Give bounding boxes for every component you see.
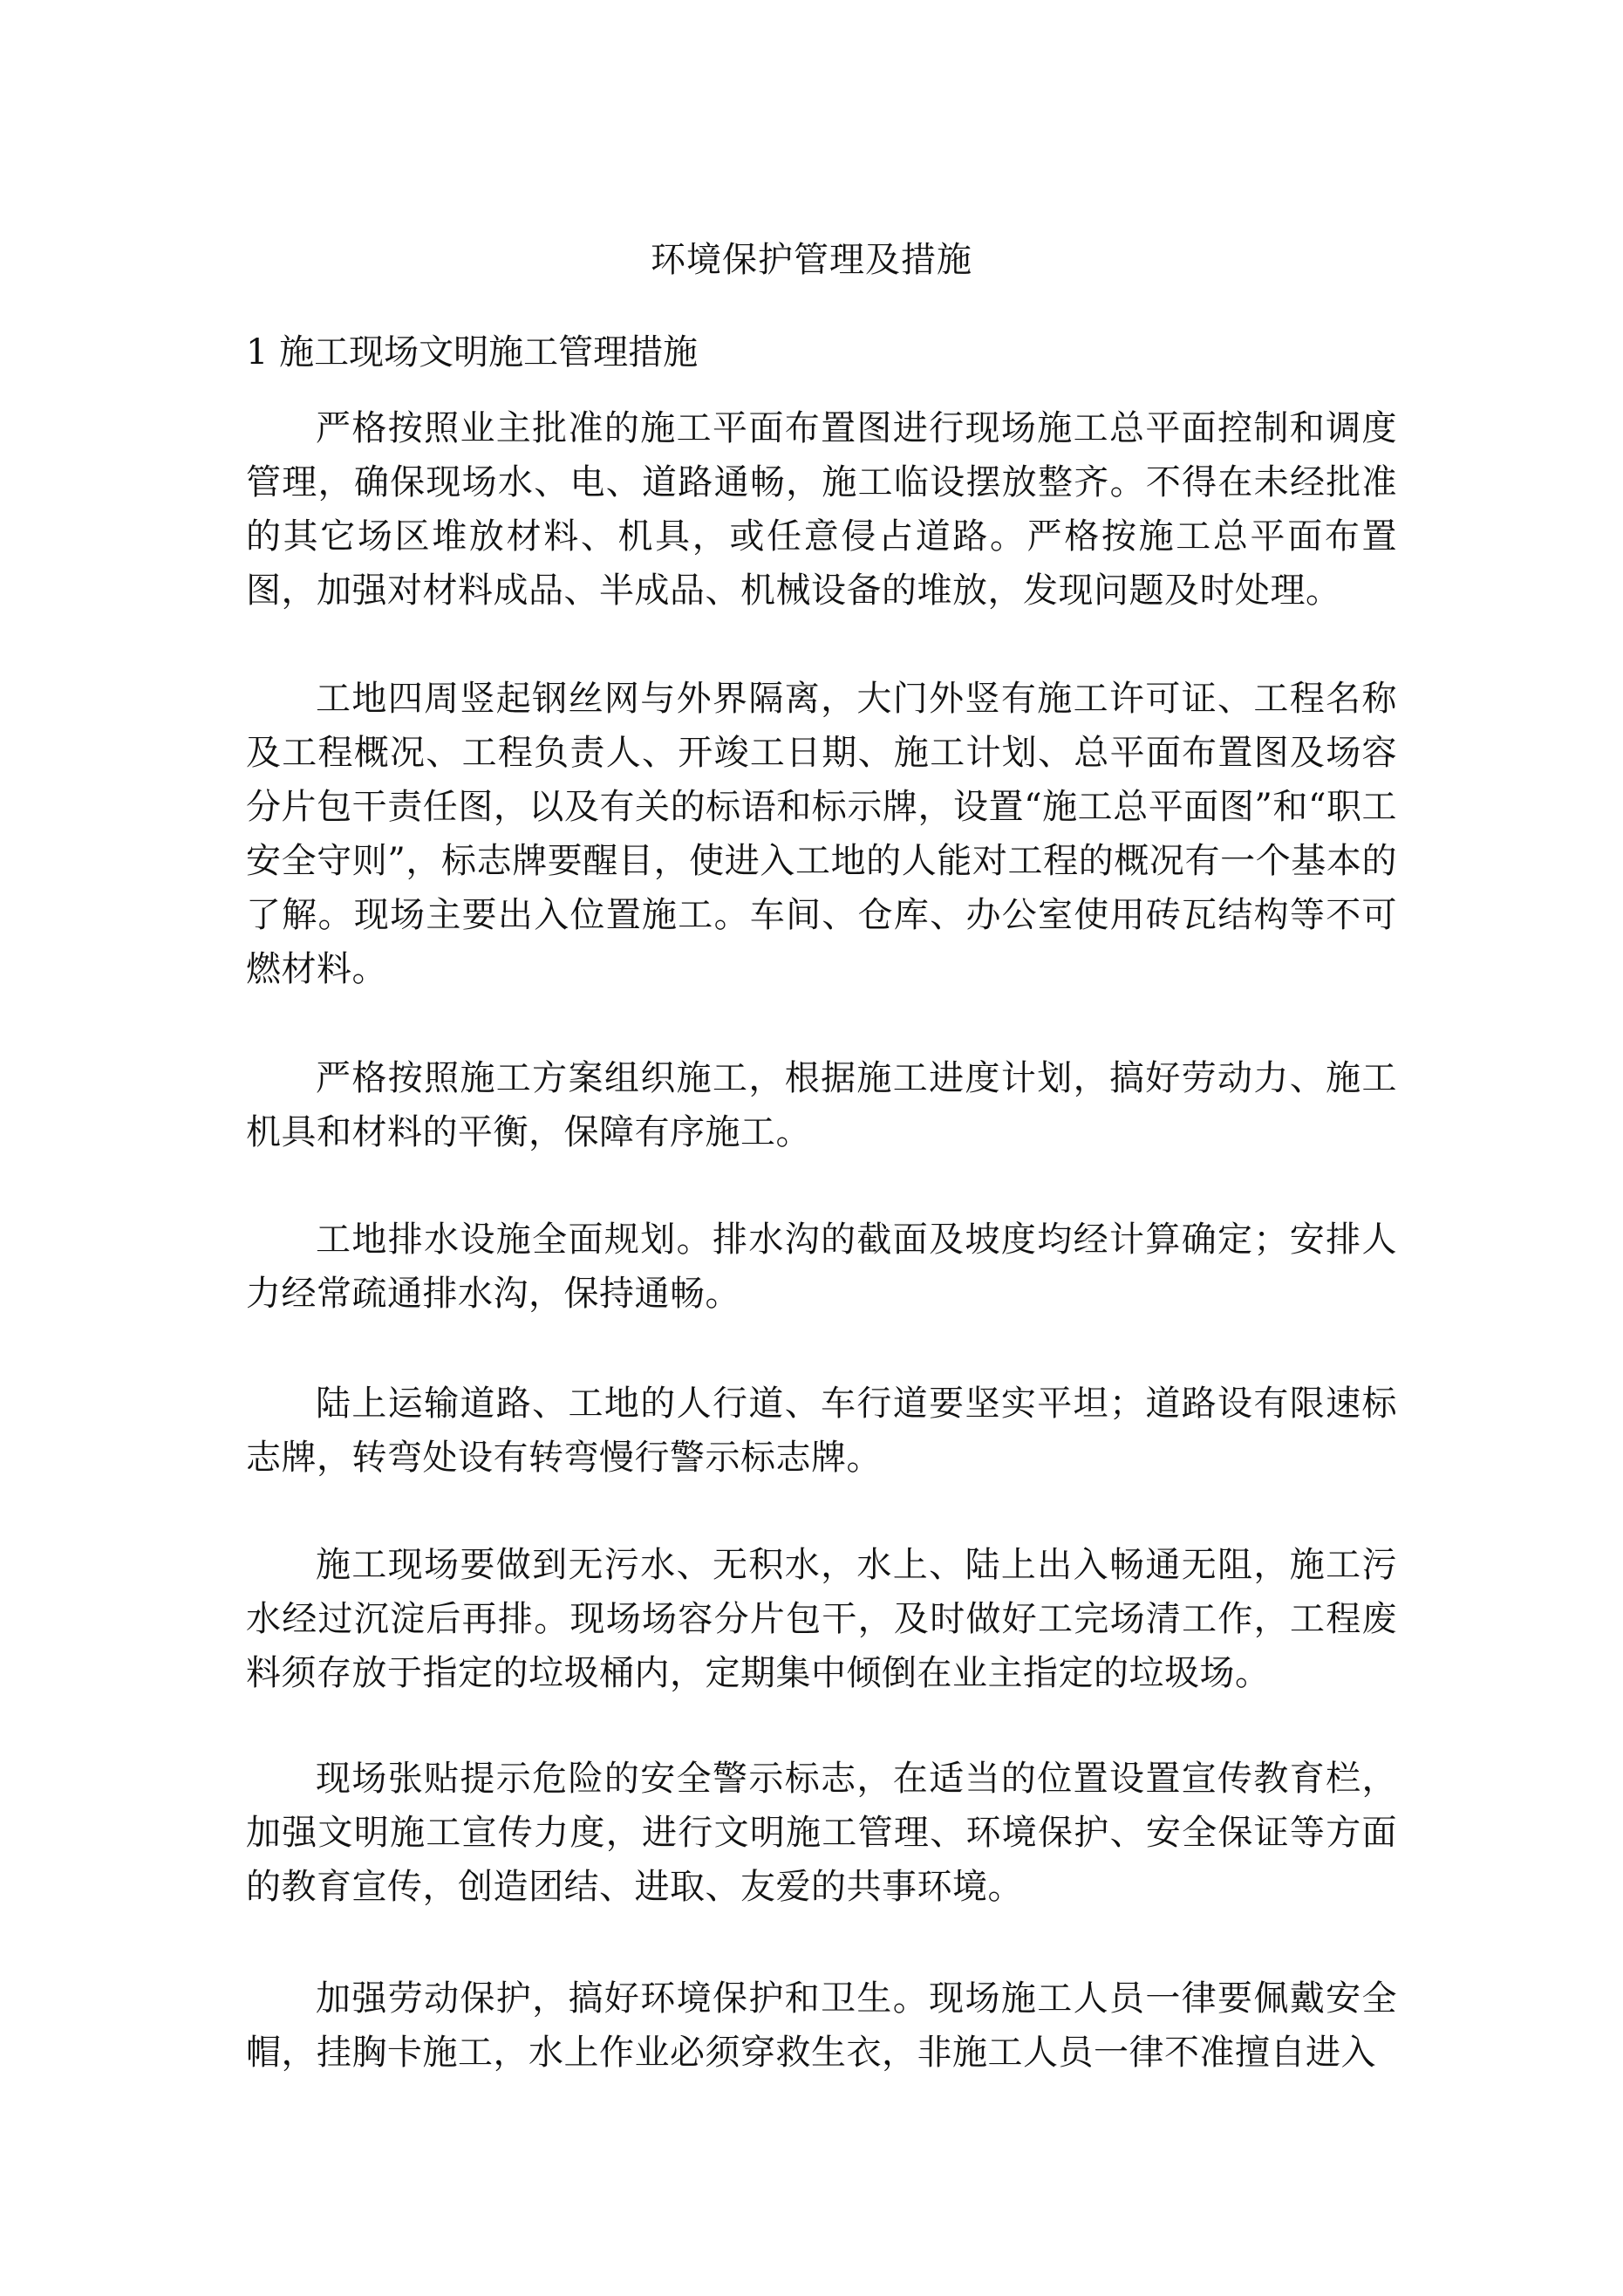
paragraph: 现场张贴提示危险的安全警示标志，在适当的位置设置宣传教育栏，加强文明施工宣传力度，进行文明施工管理、环境保护、安全保证等方面的教育宣传，创造团结、进取、友爱的共事环境。 xyxy=(246,1759,1397,1907)
paragraph: 施工现场要做到无污水、无积水，水上、陆上出入畅通无阻，施工污水经过沉淀后再排。现场场容分片包干，及时做好工完场清工作，工程废料须存放于指定的垃圾桶内，定期集中倾倒在业主指定的垃圾场。 xyxy=(246,1545,1397,1693)
document-title: 环境保护管理及措施 xyxy=(651,240,972,280)
paragraph: 陆上运输道路、工地的人行道、车行道要坚实平坦；道路设有限速标志牌，转弯处设有转弯慢行警示标志牌。 xyxy=(246,1384,1397,1478)
paragraph: 工地排水设施全面规划。排水沟的截面及坡度均经计算确定；安排人力经常疏通排水沟，保持通畅。 xyxy=(246,1220,1397,1314)
paragraph: 严格按照业主批准的施工平面布置图进行现场施工总平面控制和调度管理，确保现场水、电、道路通畅，施工临设摆放整齐。不得在未经批准的其它场区堆放材料、机具，或任意侵占道路。严格按施工总平面布置图，加强对材料成品、半成品、机械设备的堆放，发现问题及时处理。 xyxy=(246,408,1397,611)
section-heading: 1 施工现场文明施工管理措施 xyxy=(246,332,699,372)
paragraph: 工地四周竖起钢丝网与外界隔离，大门外竖有施工许可证、工程名称及工程概况、工程负责人、开竣工日期、施工计划、总平面布置图及场容分片包干责任图，以及有关的标语和标示牌，设置“施工总平面图”和“职工安全守则”，标志牌要醒目，使进入工地的人能对工程的概况有一个基本的了解。现场主要出入位置施工。车间、仓库、办公室使用砖瓦结构等不可燃材料。 xyxy=(246,679,1397,989)
paragraph: 加强劳动保护，搞好环境保护和卫生。现场施工人员一律要佩戴安全帽，挂胸卡施工，水上作业必须穿救生衣，非施工人员一律不准擅自进入 xyxy=(246,1978,1397,2073)
paragraph: 严格按照施工方案组织施工，根据施工进度计划，搞好劳动力、施工机具和材料的平衡，保障有序施工。 xyxy=(246,1058,1397,1152)
